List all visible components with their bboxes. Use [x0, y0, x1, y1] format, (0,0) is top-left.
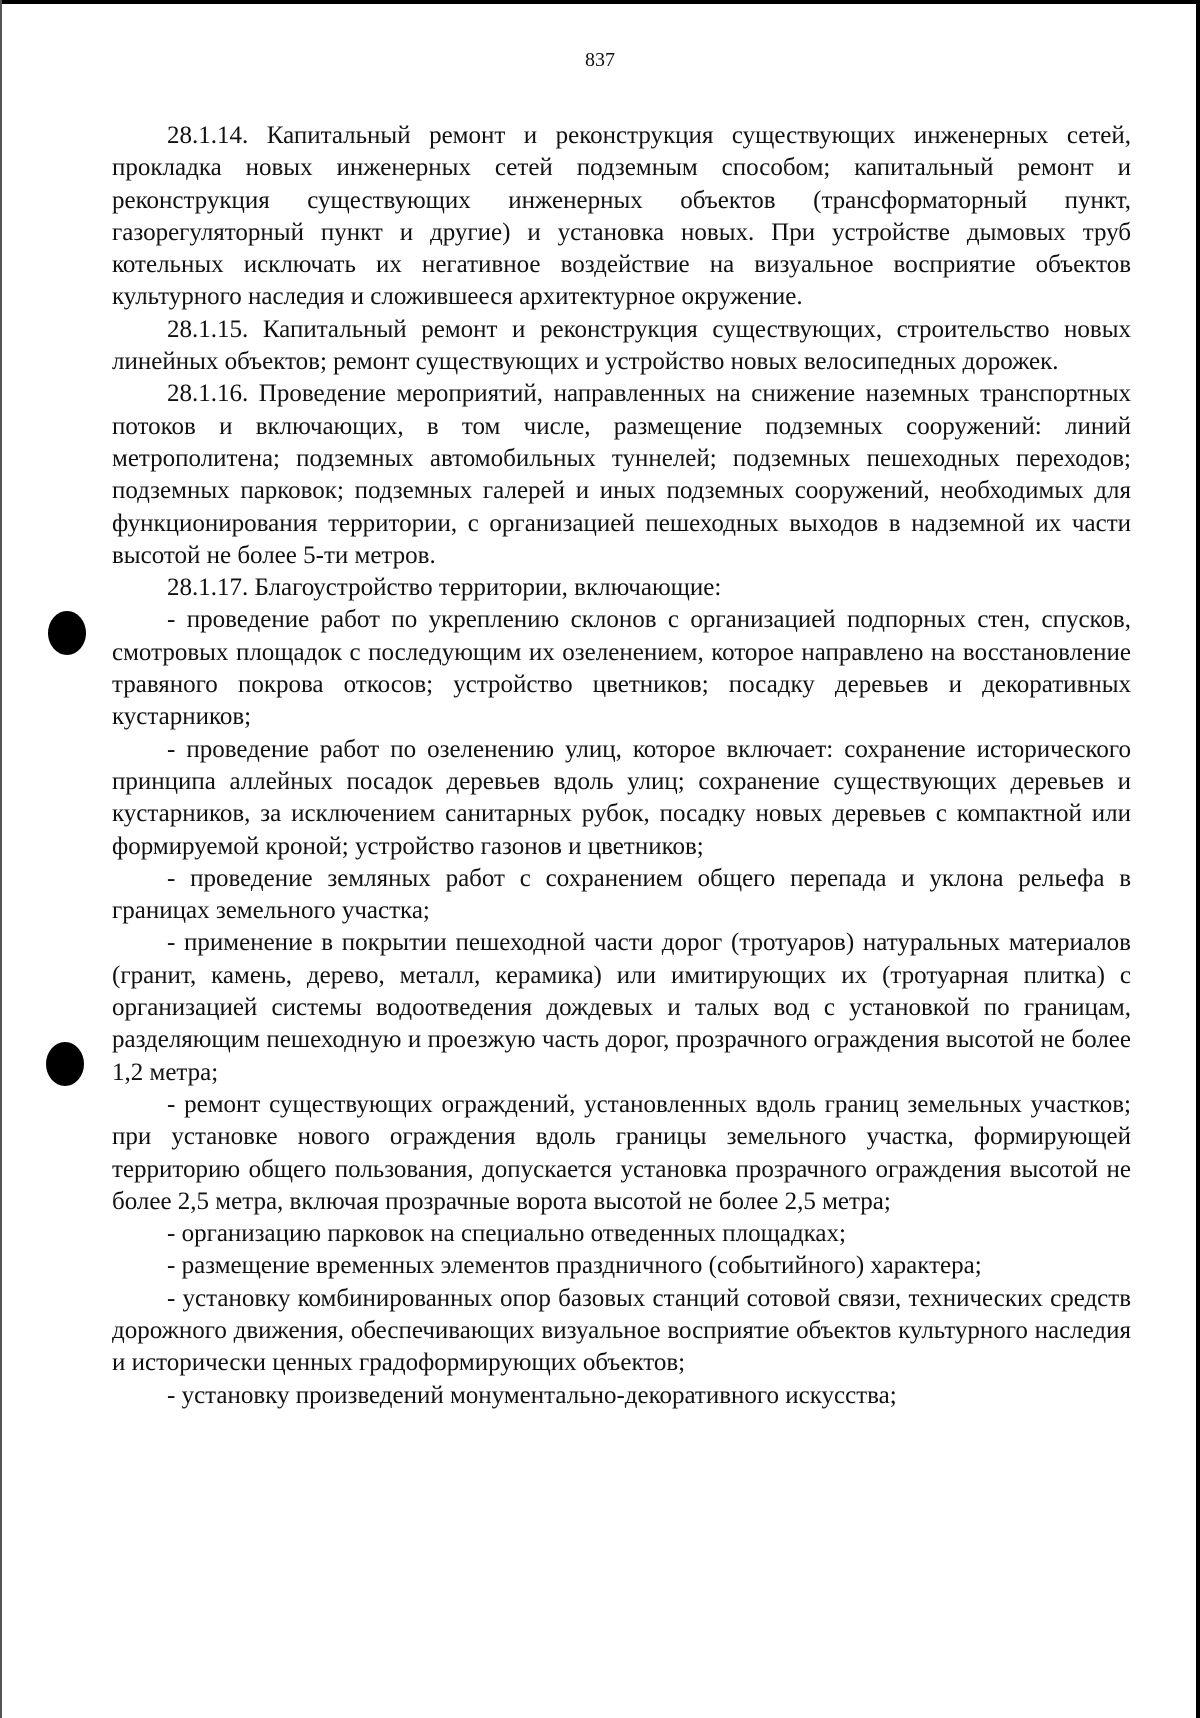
- list-item: - ремонт существующих ограждений, установленных вдоль границ земельных участков; при установке нового ограждения вдоль границы земельного участка, формирующей территорию общего пользования, допускается установка прозрачного ограждения высотой не более 2,5 метра, включая прозрачные ворота высотой не более 2,5 метра;: [112, 1090, 1131, 1215]
- scan-border-left: [0, 0, 2, 1718]
- paragraph-28-1-15: 28.1.15. Капитальный ремонт и реконструкция существующих, строительство новых линейных объектов; ремонт существующих и устройство новых велосипедных дорожек.: [112, 315, 1131, 376]
- punch-hole: [48, 611, 86, 655]
- paragraph-28-1-14: 28.1.14. Капитальный ремонт и реконструкция существующих инженерных сетей, прокладка новых инженерных сетей подземным способом; капитальный ремонт и реконструкция существующих инженерных объектов (трансформаторный пункт, газорегуляторный пункт и другие) и установка новых. При устройстве дымовых труб котельных исключать их негативное воздействие на визуальное восприятие объектов культурного наследия и сложившееся архитектурное окружение.: [112, 122, 1131, 311]
- list-item: - проведение работ по озеленению улиц, которое включает: сохранение исторического принципа аллейных посадок деревьев вдоль улиц; сохранение существующих деревьев и кустарников, за исключением санитарных рубок, посадку новых деревьев с компактной или формируемой кроной; устройство газонов и цветников;: [112, 735, 1131, 860]
- list-item: - проведение земляных работ с сохранением общего перепада и уклона рельефа в границах земельного участка;: [112, 864, 1131, 925]
- document-body: [112, 120, 1131, 1412]
- paragraph-28-1-17: 28.1.17. Благоустройство территории, включающие:: [167, 574, 722, 602]
- list-item: - установку произведений монументально-декоративного искусства;: [167, 1381, 897, 1409]
- list-item: - организацию парковок на специально отведенных площадках;: [167, 1220, 846, 1248]
- punch-hole: [46, 1042, 84, 1086]
- page-number: 837: [585, 49, 615, 71]
- paragraph-28-1-16: 28.1.16. Проведение мероприятий, направленных на снижение наземных транспортных потоков и включающих, в том числе, размещение подземных сооружений: линий метрополитена; подземных автомобильных туннелей; подземных пешеходных переходов; подземных парковок; подземных галерей и иных подземных сооружений, необходимых для функционирования территории, с организацией пешеходных выходов в надземной их части высотой не более 5-ти метров.: [112, 380, 1131, 569]
- list-item: - размещение временных элементов праздничного (событийного) характера;: [167, 1252, 982, 1280]
- scan-border-top: [0, 0, 1200, 4]
- list-item: - установку комбинированных опор базовых станций сотовой связи, технических средств дорожного движения, обеспечивающих визуальное восприятие объектов культурного наследия и исторически ценных градоформирующих объектов;: [112, 1284, 1131, 1377]
- list-item: - проведение работ по укреплению склонов с организацией подпорных стен, спусков, смотровых площадок с последующим их озеленением, которое направлено на восстановление травяного покрова откосов; устройство цветников; посадку деревьев и декоративных кустарников;: [112, 606, 1131, 731]
- scan-border-right: [1196, 0, 1200, 1718]
- list-item: - применение в покрытии пешеходной части дорог (тротуаров) натуральных материалов (гранит, камень, дерево, металл, керамика) или имитирующих их (тротуарная плитка) с организацией системы водоотведения дождевых и талых вод с установкой по границам, разделяющим пешеходную и проезжую часть дорог, прозрачного ограждения высотой не более 1,2 метра;: [112, 929, 1131, 1086]
